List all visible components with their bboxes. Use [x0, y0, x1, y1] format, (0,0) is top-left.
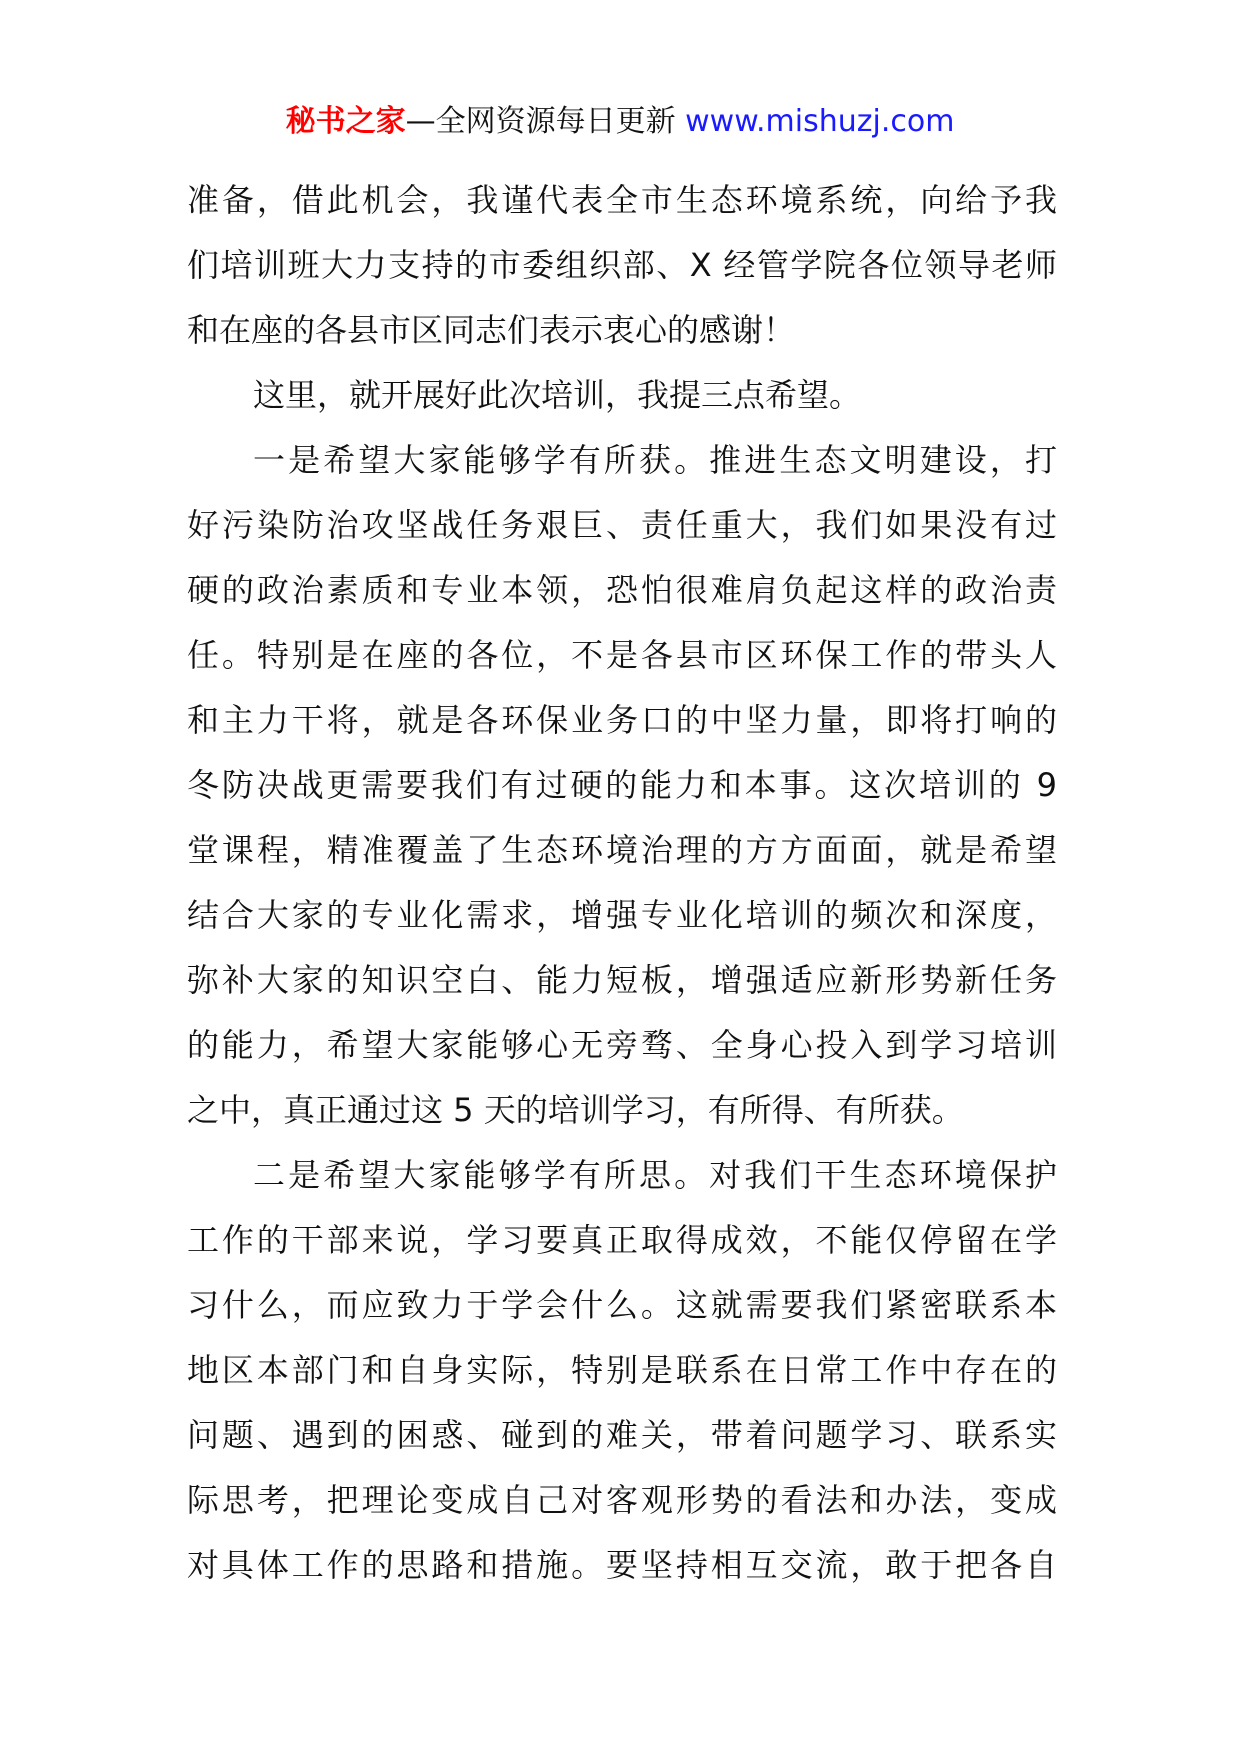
- body-line: 准备，借此机会，我谨代表全市生态环境系统，向给予我: [187, 181, 1057, 219]
- site-url: www.mishuzj.com: [685, 104, 955, 139]
- body-line: 结合大家的专业化需求，增强专业化培训的频次和深度，: [187, 896, 1057, 934]
- document-body: [187, 168, 1057, 1598]
- body-line: 习什么，而应致力于学会什么。这就需要我们紧密联系本: [187, 1286, 1057, 1324]
- body-line: 一是希望大家能够学有所获。推进生态文明建设，打: [253, 441, 1057, 479]
- body-line: 硬的政治素质和专业本领，恐怕很难肩负起这样的政治责: [187, 571, 1057, 609]
- body-line: 二是希望大家能够学有所思。对我们干生态环境保护: [253, 1156, 1057, 1194]
- body-line: 这里，就开展好此次培训，我提三点希望。: [253, 376, 862, 414]
- body-line: 好污染防治攻坚战任务艰巨、责任重大，我们如果没有过: [187, 506, 1057, 544]
- body-line: 冬防决战更需要我们有过硬的能力和本事。这次培训的 9: [187, 766, 1057, 804]
- body-line: 任。特别是在座的各位，不是各县市区环保工作的带头人: [187, 636, 1057, 674]
- body-line: 弥补大家的知识空白、能力短板，增强适应新形势新任务: [187, 961, 1057, 999]
- body-line: 的能力，希望大家能够心无旁骛、全身心投入到学习培训: [187, 1026, 1057, 1064]
- body-line: 之中，真正通过这 5 天的培训学习，有所得、有所获。: [187, 1091, 964, 1129]
- page-header: [0, 100, 1240, 144]
- site-brand: 秘书之家: [285, 104, 406, 139]
- body-line: 工作的干部来说，学习要真正取得成效，不能仅停留在学: [187, 1221, 1057, 1259]
- body-line: 地区本部门和自身实际，特别是联系在日常工作中存在的: [187, 1351, 1057, 1389]
- body-line: 际思考，把理论变成自己对客观形势的看法和办法，变成: [187, 1481, 1057, 1519]
- body-line: 和主力干将，就是各环保业务口的中坚力量，即将打响的: [187, 701, 1057, 739]
- body-line: 和在座的各县市区同志们表示衷心的感谢！: [187, 311, 796, 349]
- body-line: 们培训班大力支持的市委组织部、X 经管学院各位领导老师: [187, 246, 1057, 284]
- body-line: 堂课程，精准覆盖了生态环境治理的方方面面，就是希望: [187, 831, 1057, 869]
- body-line: 问题、遇到的困惑、碰到的难关，带着问题学习、联系实: [187, 1416, 1057, 1454]
- body-line: 对具体工作的思路和措施。要坚持相互交流，敢于把各自: [187, 1546, 1057, 1584]
- site-slogan: —全网资源每日更新: [405, 104, 686, 139]
